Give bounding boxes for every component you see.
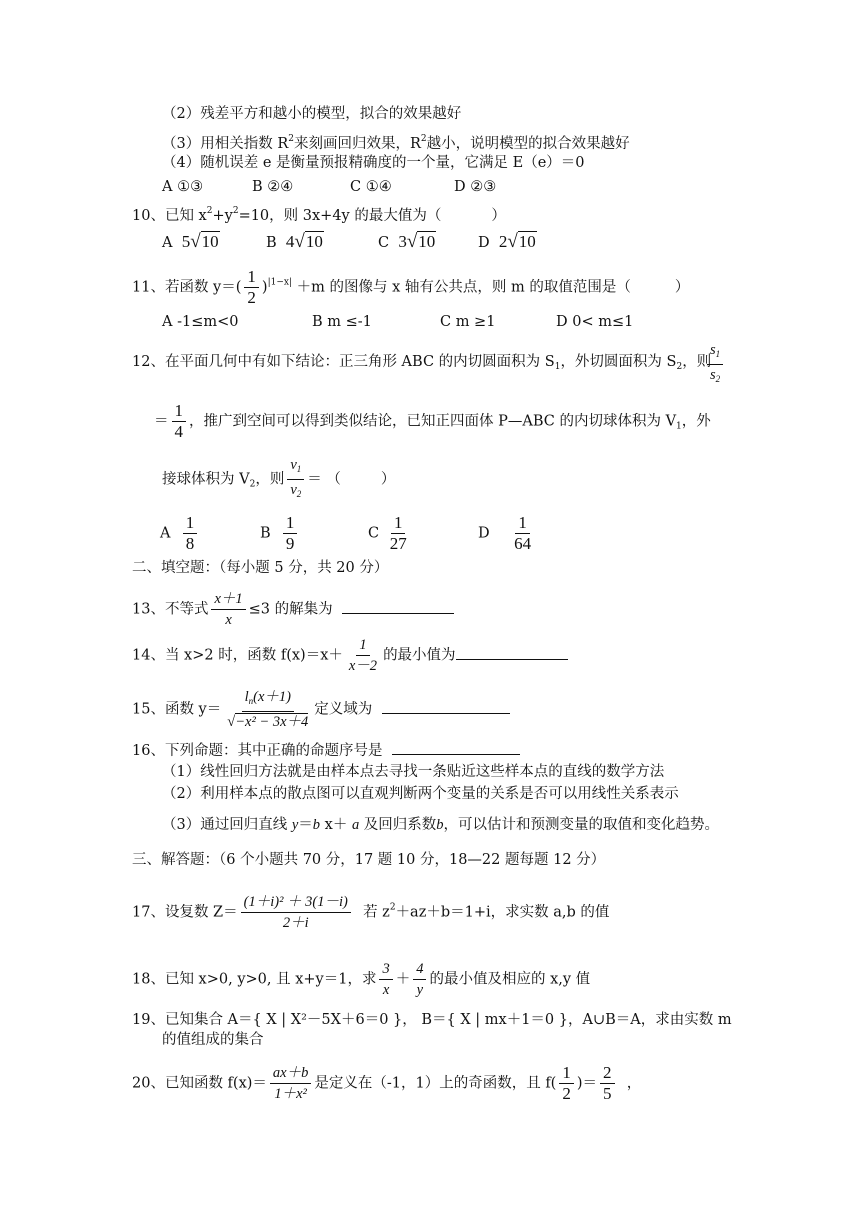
- numerator: (1＋i)² ＋ 3(1－i): [241, 893, 351, 913]
- q12-l3-d: ）: [380, 471, 396, 488]
- denominator: 9: [285, 534, 295, 553]
- q18-b: 的最小值及相应的 x,y 值: [429, 971, 591, 988]
- q12-option-c: [368, 514, 478, 553]
- q20-a: 20、已知函数 f(x)＝: [132, 1075, 267, 1092]
- var-s: s: [710, 342, 716, 358]
- option-letter: A: [162, 235, 173, 251]
- radicand: 10: [305, 232, 323, 251]
- sqrt-expression: 5√10: [181, 231, 219, 252]
- q9-s3-part-b: 来刻画回归效果，R: [294, 136, 421, 152]
- coef: 5: [181, 232, 191, 251]
- option-letter: C: [368, 525, 380, 542]
- sup: 2: [232, 206, 239, 216]
- numerator: [287, 456, 304, 480]
- radicand: 10: [418, 232, 436, 251]
- q12-option-a: [160, 514, 260, 553]
- q13: [132, 590, 454, 629]
- q9-option-c: C ①④: [350, 179, 392, 195]
- q10-option-d: [478, 232, 537, 253]
- numerator: 1: [559, 1064, 574, 1084]
- fraction: [346, 636, 380, 675]
- q14: [132, 636, 568, 675]
- fraction: [241, 893, 351, 932]
- fraction-one-quarter: [172, 402, 187, 441]
- q12-line-3: [162, 456, 395, 503]
- q13-a: 13、不等式: [132, 601, 209, 618]
- q16-proposition-2: （2）利用样本点的散点图可以直观判断两个变量的关系是否可以用线性关系表示: [162, 786, 679, 802]
- q15: [132, 688, 510, 731]
- radicand: 10: [518, 232, 536, 251]
- q15-b: 定义域为: [314, 701, 373, 718]
- q11-option-a: A -1≤m<0: [162, 314, 239, 330]
- var-a: a: [351, 817, 360, 833]
- option-letter: D: [478, 235, 490, 251]
- fraction: [707, 341, 723, 388]
- p3-x: x＋: [324, 817, 348, 833]
- q9-s3-part-c: 越小，说明模型的拟合效果越好: [426, 136, 630, 152]
- var-s: s: [710, 367, 716, 383]
- subscript: 1: [554, 362, 561, 372]
- coef: 2: [498, 232, 508, 251]
- q9-option-a: A ①③: [162, 179, 204, 195]
- q14-a: 14、当 x>2 时，函数 f(x)＝x＋: [132, 647, 343, 664]
- denominator: [287, 480, 304, 503]
- option-letter: B: [266, 235, 277, 251]
- q12-option-b: [260, 514, 368, 553]
- q16-proposition-3: [162, 815, 719, 835]
- q9-s3-part-a: （3）用相关指数 R: [162, 136, 289, 152]
- q10-option-b: [266, 232, 378, 253]
- numerator: 4: [413, 960, 426, 980]
- numerator: [242, 688, 294, 712]
- subscript: 2: [715, 374, 721, 384]
- fraction: [270, 1064, 311, 1103]
- fraction: [211, 590, 245, 629]
- q10-stem: [132, 201, 506, 226]
- section-2-heading: 二、填空题：（每小题 5 分，共 20 分）: [132, 560, 389, 576]
- q16-stem: [132, 740, 520, 761]
- sup-2: 2: [389, 902, 396, 913]
- q17-a: 17、设复数 Z＝: [132, 904, 238, 921]
- q18: [132, 960, 590, 999]
- coef: 4: [285, 232, 295, 251]
- subscript: 1: [676, 421, 682, 432]
- numerator: 3: [379, 960, 392, 980]
- q9-options: [162, 177, 496, 197]
- q12-l2-b: ，外: [681, 413, 711, 430]
- denominator: 64: [514, 534, 532, 553]
- q20-c: )＝: [576, 1075, 598, 1092]
- fraction: [183, 514, 198, 553]
- radicand: 10: [201, 232, 219, 251]
- q19-line-2: 的值组成的集合: [162, 1032, 264, 1048]
- denominator: 8: [185, 534, 195, 553]
- subscript: n: [248, 696, 254, 706]
- fraction: [413, 960, 426, 999]
- q18-a: 18、已知 x>0, y>0, 且 x+y＝1，求: [132, 971, 377, 988]
- numerator: ax＋b: [270, 1064, 311, 1084]
- numerator: 1: [244, 268, 259, 288]
- q12-l3-a: 接球体积为 V: [162, 471, 250, 488]
- numerator: 1: [183, 514, 198, 534]
- subscript: 2: [249, 479, 256, 490]
- q11-stem-c: ）: [674, 279, 690, 296]
- denominator: 2: [247, 288, 256, 307]
- subscript: 1: [715, 349, 721, 359]
- option-letter: D: [478, 525, 490, 542]
- q15-a: 15、函数 y＝: [132, 701, 222, 718]
- denominator: √−x² − 3x＋4: [227, 714, 309, 730]
- q9-statement-4: （4）随机误差 e 是衡量预报精确度的一个量，它满足 E（e）＝0: [162, 155, 585, 171]
- q9-option-d: D ②③: [454, 179, 497, 195]
- q12-options: [160, 514, 537, 553]
- subscript: 2: [296, 489, 302, 499]
- denominator: x－2: [348, 658, 378, 674]
- q15-answer-blank[interactable]: [382, 699, 510, 714]
- fraction-two-fifths: [600, 1064, 615, 1103]
- option-letter: C: [378, 235, 390, 251]
- var-y: y: [291, 817, 299, 833]
- var-v: v: [290, 482, 297, 498]
- section-3-heading: 三、解答题：（6 个小题共 70 分，17 题 10 分，18—22 题每题 12 分）: [132, 852, 606, 868]
- q11-option-d: D 0< m≤1: [556, 314, 634, 330]
- q12-l1-c: ，则: [682, 354, 712, 370]
- numerator: 1: [172, 402, 187, 422]
- denominator: 2＋i: [282, 915, 309, 931]
- q10-stem-b: +y: [212, 208, 233, 224]
- numerator: 1: [515, 514, 530, 534]
- denominator: [707, 365, 723, 388]
- q10-options: [162, 232, 537, 253]
- log-arg: (x＋1): [253, 689, 291, 705]
- var-v: v: [290, 457, 297, 473]
- q12-l1-b: ，外切圆面积为 S: [560, 354, 677, 370]
- q11-stem: 11、若函数 y＝( $\frac{1}{2}$ )$^{|1-x|}$ ＋m 的图像与 x 轴有公共点，则 m 的取值范围是（ ）: [132, 267, 690, 307]
- subscript: 2: [676, 362, 683, 372]
- q17: [132, 893, 609, 932]
- var-b: b: [436, 817, 444, 833]
- fraction-one-half: [559, 1064, 574, 1103]
- numerator: 1: [391, 514, 406, 534]
- denominator: y: [416, 982, 424, 998]
- q17-c: ＋az＋b＝1+i，求实数 a,b 的值: [395, 904, 610, 921]
- q12-l1-a: 12、在平面几何中有如下结论：正三角形 ABC 的内切圆面积为 S: [132, 354, 555, 370]
- sqrt-expression: 4√10: [285, 231, 323, 252]
- q16-stem-text: 16、下列命题：其中正确的命题序号是: [132, 743, 383, 759]
- numerator: 1: [356, 636, 369, 656]
- q14-b: 的最小值为: [383, 647, 456, 664]
- sqrt-expression: 2√10: [498, 231, 536, 252]
- q19-line-1: 19、已知集合 A＝{ X | X²－5X＋6＝0 }， B＝{ X | mx＋1＝0 }，A∪B＝A，求由实数 m: [132, 1012, 732, 1028]
- numerator: x＋1: [211, 590, 245, 610]
- log-l: l: [244, 689, 249, 705]
- option-letter: A: [160, 525, 171, 542]
- q10-stem-c: =10，则 3x+4y 的最大值为（: [238, 208, 442, 224]
- q10-option-a: [162, 232, 266, 253]
- fraction-one-half: [244, 268, 259, 307]
- q20-b: 是定义在（-1，1）上的奇函数，且 f(: [314, 1075, 557, 1092]
- denominator: x: [225, 612, 232, 628]
- sqrt-expression: 3√10: [398, 231, 436, 252]
- p3-f: ，可以估计和预测变量的取值和变化趋势。: [443, 817, 720, 833]
- q11-option-b: B m ≤-1: [312, 314, 372, 330]
- equals: ＝: [154, 413, 169, 430]
- q12-ratio-s1-s2: [704, 341, 726, 388]
- q16-proposition-1: （1）线性回归方法就是由样本点去寻找一条贴近这些样本点的直线的数学方法: [162, 764, 665, 780]
- q16-answer-blank[interactable]: [392, 740, 520, 755]
- q11-stem-a: 11、若函数 y＝(: [132, 279, 242, 296]
- numerator: 2: [600, 1064, 615, 1084]
- q17-b: 若 z: [363, 904, 390, 921]
- fraction-v1-v2: [287, 456, 304, 503]
- fraction: [379, 960, 392, 999]
- fraction: [283, 514, 298, 553]
- q9-option-b: B ②④: [252, 179, 294, 195]
- subscript: 1: [296, 464, 302, 474]
- q12-l3-c: ＝ （: [307, 471, 341, 488]
- q12-l3-b: ，则: [255, 471, 285, 488]
- q12-line-1: [132, 352, 711, 377]
- q11-options: [162, 312, 633, 332]
- denominator: 4: [174, 422, 183, 441]
- numerator: [707, 341, 723, 365]
- numerator: 1: [283, 514, 298, 534]
- fraction: [224, 688, 311, 731]
- q11-option-c: C m ≥1: [440, 314, 496, 330]
- option-letter: B: [260, 525, 271, 542]
- q10-stem-a: 10、已知 x: [132, 208, 207, 224]
- q13-answer-blank[interactable]: [342, 599, 454, 614]
- plus: ＋: [395, 971, 411, 988]
- q9-statement-2: （2）残差平方和越小的模型，拟合的效果越好: [162, 106, 462, 122]
- denominator: 27: [389, 534, 407, 553]
- q12-option-d: [478, 514, 537, 553]
- sup: 2: [206, 206, 213, 216]
- q11-stem-b: ＋m 的图像与 x 轴有公共点，则 m 的取值范围是（: [296, 279, 631, 296]
- q14-answer-blank[interactable]: [456, 645, 568, 660]
- fraction: [387, 514, 410, 553]
- denominator: 2: [562, 1084, 571, 1103]
- q10-stem-d: ）: [491, 208, 506, 224]
- var-b: b: [312, 817, 321, 833]
- q20: [132, 1064, 641, 1103]
- q13-b: ≤3 的解集为: [248, 601, 333, 618]
- denominator: 1＋x²: [274, 1086, 307, 1102]
- denominator: 5: [603, 1084, 612, 1103]
- q9-statement-3: [162, 129, 630, 154]
- p3-d: 及回归系数: [363, 817, 437, 833]
- p3-a: （3）通过回归直线: [162, 817, 288, 833]
- radicand: −x² − 3x＋4: [235, 714, 309, 730]
- fraction: [511, 514, 534, 553]
- q10-option-c: [378, 232, 478, 253]
- denominator: x: [382, 982, 390, 998]
- equals: ＝: [298, 817, 313, 833]
- q20-e: ，: [626, 1075, 642, 1092]
- q12-line-2: [154, 402, 711, 441]
- sup-2: 2: [420, 134, 427, 144]
- coef: 3: [398, 232, 407, 251]
- q12-l2-a: ，推广到空间可以得到类似结论，已知正四面体 P—ABC 的内切球体积为 V: [189, 413, 677, 430]
- exponent: |1−x|: [267, 277, 293, 288]
- sup-2: 2: [288, 134, 294, 144]
